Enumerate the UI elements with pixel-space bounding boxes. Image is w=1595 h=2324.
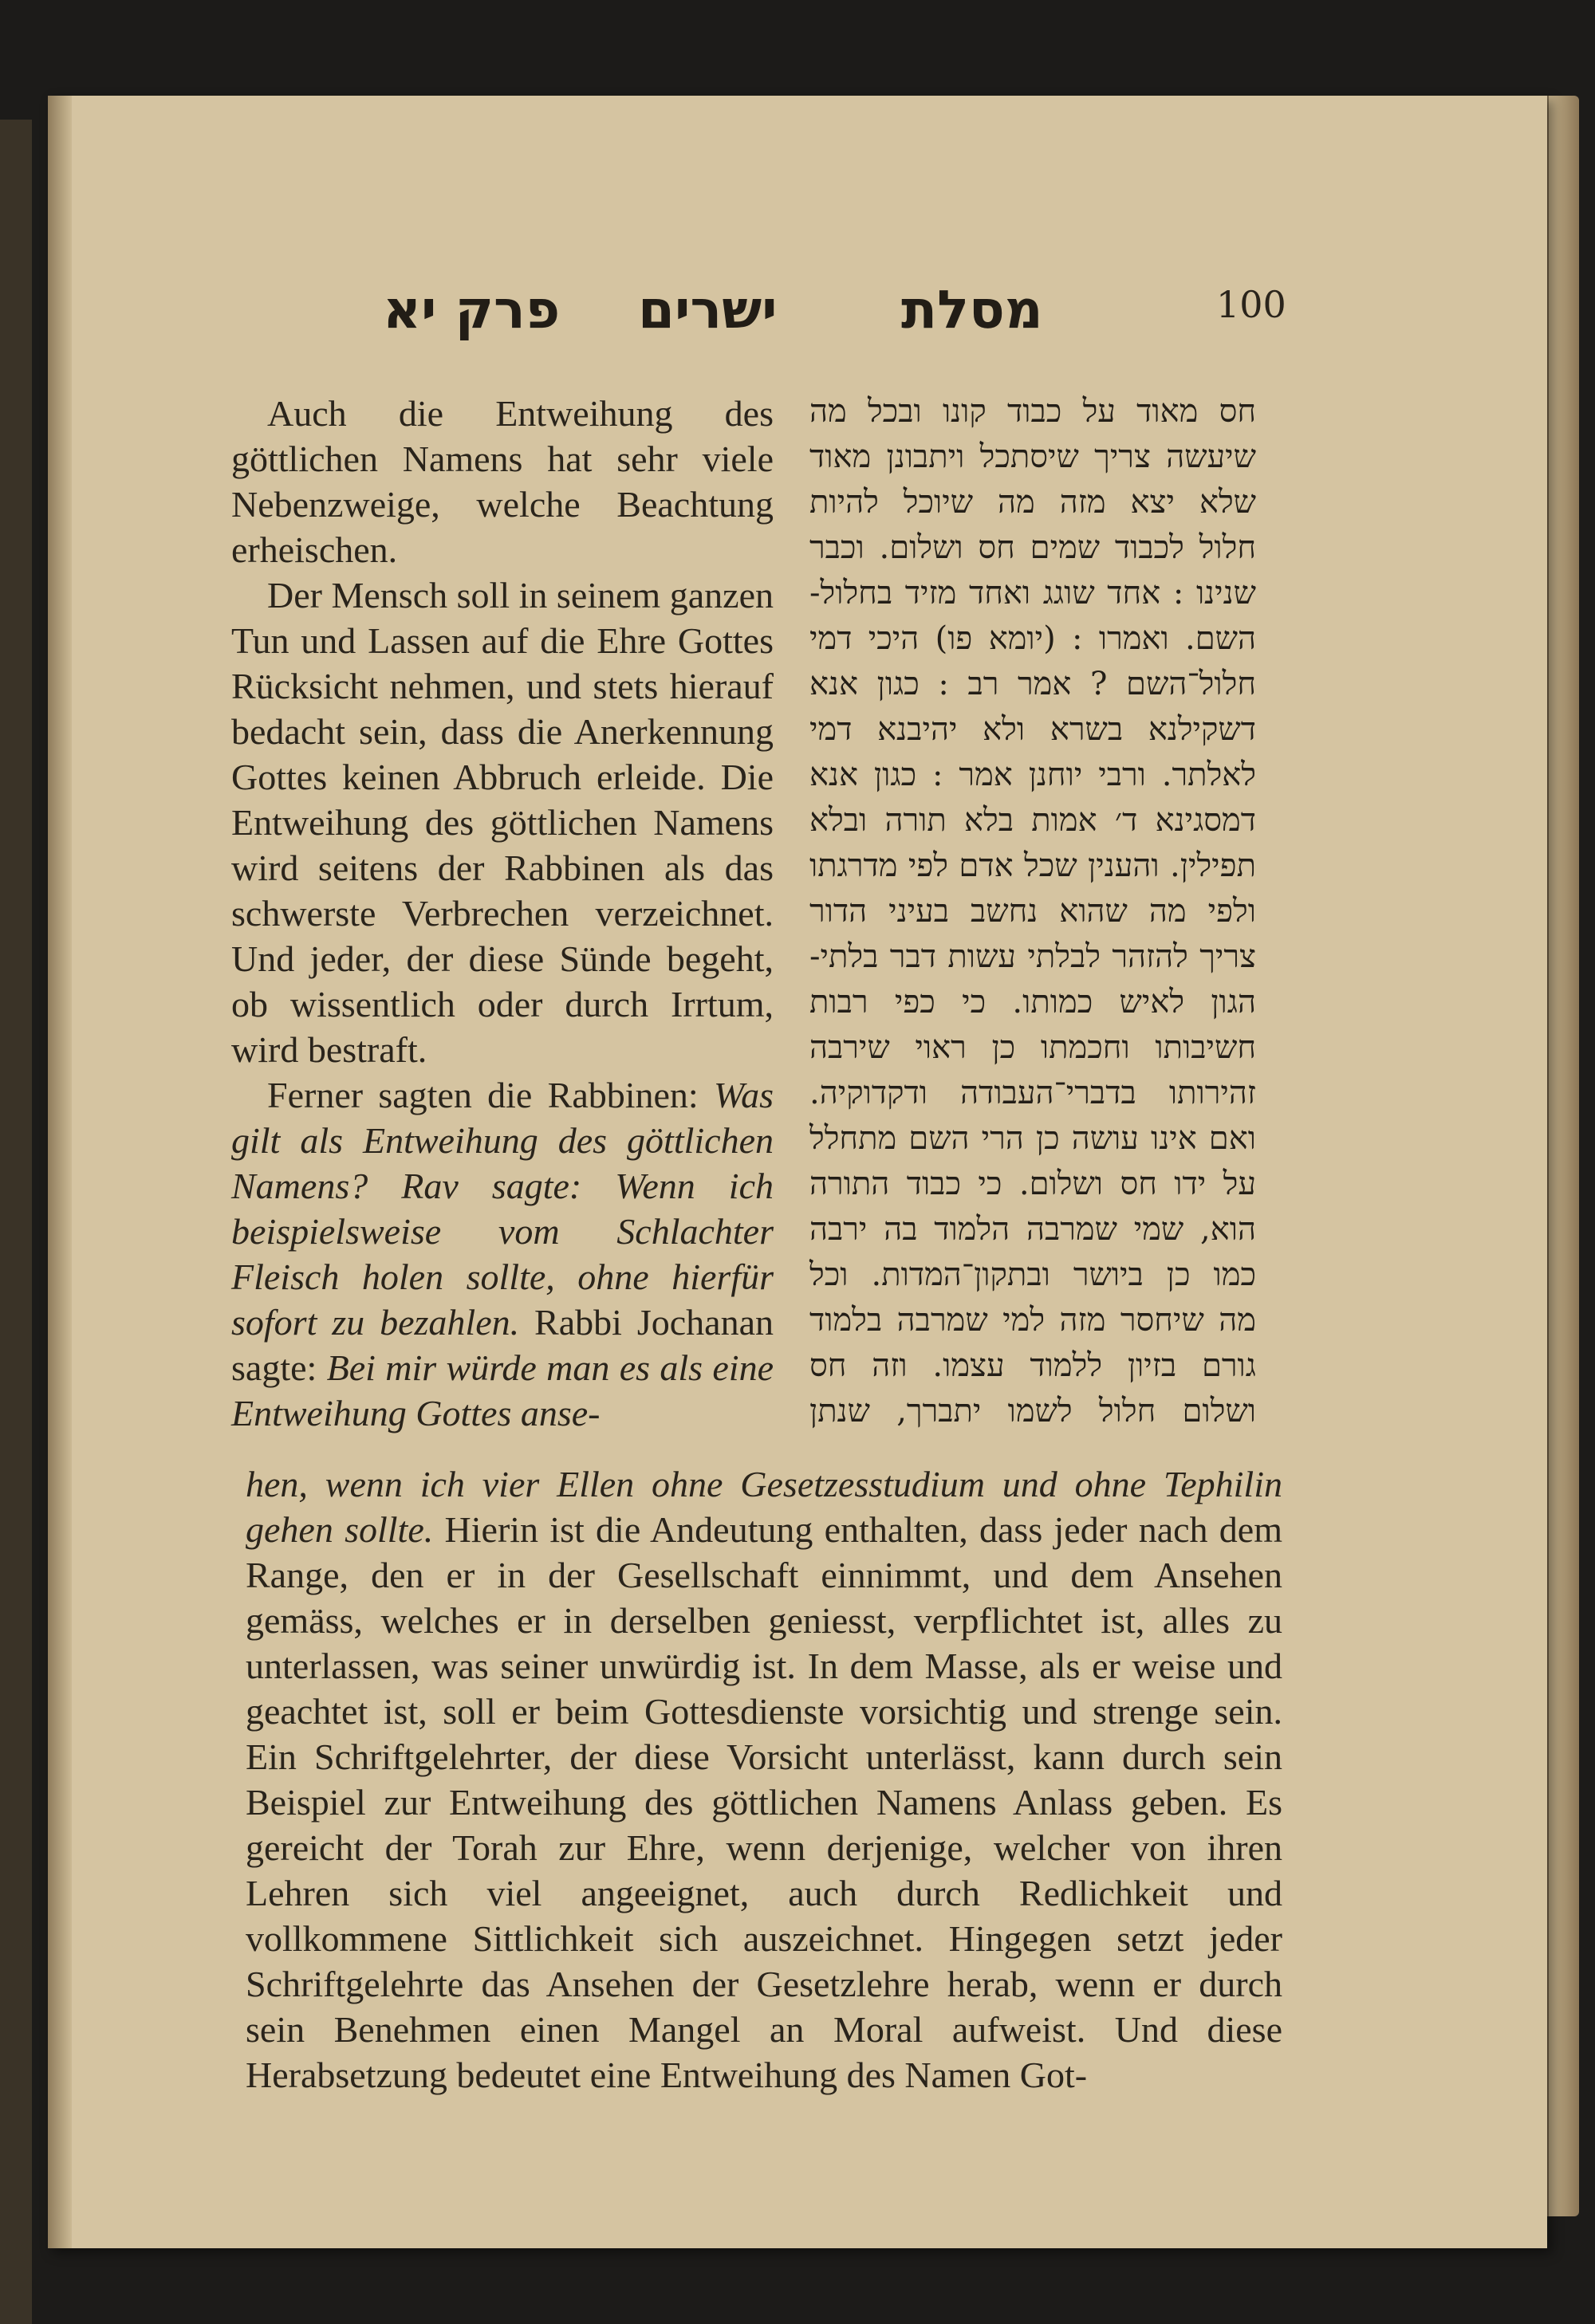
hebrew-line: ולפי מה שהוא נחשב בעיני הדור <box>809 893 1256 930</box>
hebrew-line: חס מאוד על כבוד קונו ובכל מה <box>809 393 1256 430</box>
hebrew-line: גורם בזיון ללמוד עצמו. וזה חס <box>809 1347 1256 1384</box>
hebrew-line: זהירותו בדברי־העבודה ודקדוקיה. <box>809 1075 1256 1111</box>
background-left-edge <box>0 120 32 2324</box>
hebrew-line: הוא, שמי שמרבה הלמוד בה ירבה <box>809 1211 1256 1248</box>
german-quote: Was gilt als Entweihung des göttlichen Namens? Rav sagte: Wenn ich beispielsweise vom Schlachter Fleisch holen sollte, ohne hierfür sofort zu bezahlen. <box>231 1075 774 1343</box>
hebrew-line: השם. ואמרו : (יומא פו) היכי דמי <box>809 620 1256 657</box>
german-text: Hierin ist die Andeutung enthalten, dass jeder nach dem Range, den er in der Gesellschaft einnimmt, und dem Ansehen gemäss, welches er in derselben geniesst, verpflichtet ist, alles zu unterlassen, was seiner unwürdig ist. In dem Masse, als er weise und geachtet ist, soll er beim Gottesdienste vorsichtig und strenge sein. Ein Schriftgelehrter, der diese Vorsicht unterlässt, kann durch sein Beispiel zur Entweihung des göttlichen Namens Anlass geben. Es gereicht der Torah zur Ehre, wenn derjenige, welcher von ihren Lehren sich viel angeeignet, auch durch Redlichkeit und vollkommene Sittlichkeit sich auszeichnet. Hingegen setzt jeder Schriftgelehrte das Ansehen der Gesetzlehre herab, wenn er durch sein Benehmen einen Mangel an Moral aufweist. Und diese Herabsetzung bedeutet eine Entweihung des Namen Got- <box>246 1509 1282 2095</box>
hebrew-line: חלול לכבוד שמים חס ושלום. וכבר <box>809 529 1256 566</box>
hebrew-line: על ידו חס ושלום. כי כבוד התורה <box>809 1166 1256 1202</box>
running-header <box>223 263 1372 359</box>
page-gutter <box>48 96 72 2248</box>
hebrew-line: תפילין. והענין שכל אדם לפי מדרגתו <box>809 847 1256 884</box>
hebrew-line: ואם אינו עושה כן הרי השם מתחלל <box>809 1120 1256 1157</box>
hebrew-line: כמו כן ביושר ובתקון־המדות. וכל <box>809 1256 1256 1293</box>
hebrew-line: חשיבותו וחכמתו כן ראוי שירבה <box>809 1029 1256 1066</box>
hebrew-line: הגון לאיש כמותו. כי כפי רבות <box>809 984 1256 1020</box>
hebrew-line: לאלתר. ורבי יוחנן אמר : כגון אנא <box>809 757 1256 793</box>
page-number: 100 <box>1216 283 1286 326</box>
german-paragraph <box>231 1072 774 1436</box>
german-text: Ferner sagten die Rabbinen: <box>267 1075 699 1115</box>
running-title-chapter: פרק יא <box>383 279 561 340</box>
german-quote: Bei mir würde man es als eine Entweihung Gottes anse- <box>231 1347 774 1433</box>
hebrew-line: דשקילנא בשרא ולא יהיבנא דמי <box>809 711 1256 748</box>
page-stack-line <box>1547 96 1549 2216</box>
hebrew-line: שיעשה צריך שיסתכל ויתבונן מאוד <box>809 438 1256 475</box>
hebrew-line: דמסגינא ד׳ אמות בלא תורה ובלא <box>809 802 1256 839</box>
german-paragraph: Der Mensch soll in seinem ganzen Tun und Lassen auf die Ehre Gottes Rücksicht nehmen, und stets hierauf bedacht sein, dass die Anerkennung Gottes keinen Abbruch erleide. Die Entweihung des göttlichen Namens wird seitens der Rabbinen als das schwerste Verbrechen verzeichnet. Und jeder, der diese Sünde begeht, ob wissentlich oder durch Irrtum, wird bestraft. <box>231 575 774 1070</box>
hebrew-line: ושלום חלול לשמו יתברך, שנתן <box>809 1393 1256 1429</box>
german-quote: hen, wenn ich vier Ellen ohne Gesetzesstudium und ohne Tephilin gehen sollte. <box>246 1464 1282 1550</box>
hebrew-line: שנינו : אחד שוגג ואחד מזיד בחלול- <box>809 575 1256 611</box>
hebrew-line: צריך להזהר לבלתי עשות דבר בלתי- <box>809 938 1256 975</box>
running-title-word: מסלת <box>901 279 1043 340</box>
hebrew-line: מה שיחסר מזה למי שמרבה בלמוד <box>809 1302 1256 1339</box>
german-text: Rabbi Jochanan sagte: <box>231 1302 774 1388</box>
german-full-width-paragraph <box>246 1461 1282 2098</box>
german-paragraph: Auch die Entweihung des göttlichen Namens hat sehr viele Nebenzweige, welche Beachtung erheischen. <box>231 393 774 570</box>
german-column <box>231 391 774 1436</box>
running-title-word: ישרים <box>638 279 778 340</box>
hebrew-column <box>809 389 1256 1434</box>
hebrew-line: שלא יצא מזה מה שיוכל להיות <box>809 484 1256 521</box>
hebrew-line: חלול־השם ? אמר רב : כגון אנא <box>809 666 1256 702</box>
